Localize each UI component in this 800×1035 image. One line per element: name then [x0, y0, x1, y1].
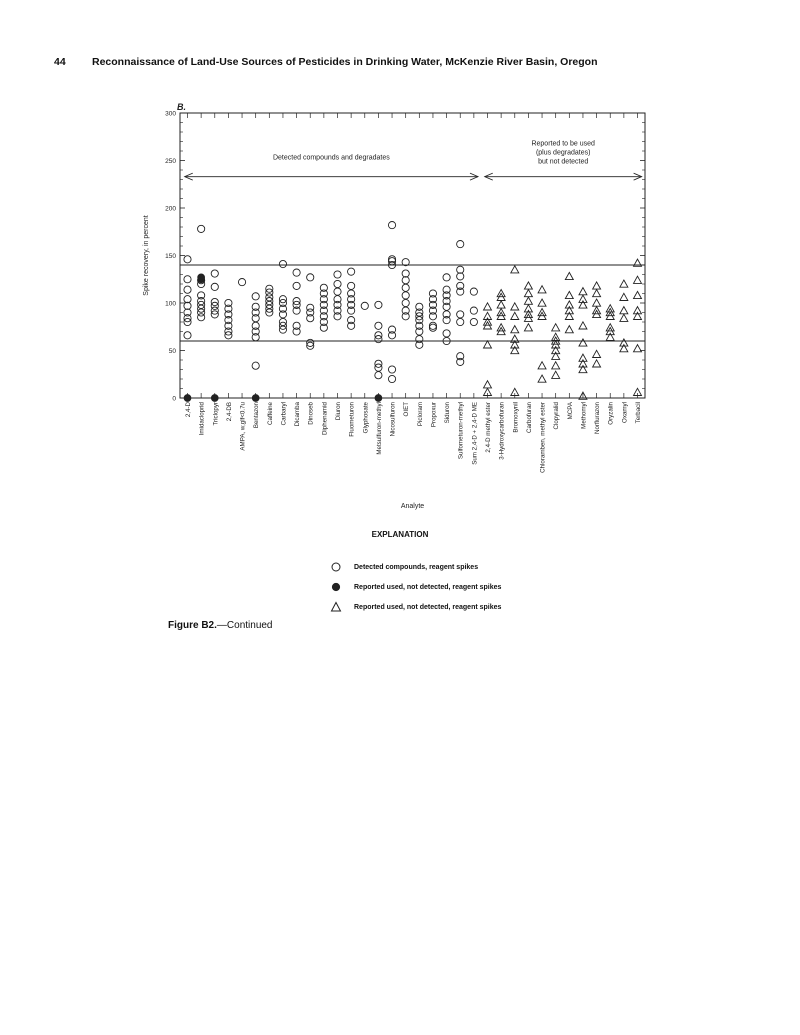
data-point-open-triangle [593, 299, 601, 306]
x-tick-label: Carbofuran [525, 402, 533, 433]
data-point-open-triangle [538, 375, 546, 382]
data-point-open-circle [198, 314, 205, 321]
data-point-open-triangle [634, 276, 642, 283]
data-point-open-circle [457, 266, 464, 273]
data-point-open-triangle [565, 272, 573, 279]
data-point-open-circle [402, 270, 409, 277]
x-tick-label: Sum 2,4-D + 2,4-D ME [471, 402, 479, 465]
data-point-open-triangle [620, 314, 628, 321]
x-tick-label: Glyphosate [362, 402, 370, 434]
x-tick-label: Oxamyl [621, 402, 629, 423]
data-point-open-circle [388, 366, 395, 373]
y-tick-label: 200 [165, 205, 176, 213]
data-point-open-circle [334, 288, 341, 295]
x-tick-label: Dicamba [294, 402, 302, 427]
x-tick-label: 3-Hydroxycarbofuran [498, 402, 506, 460]
data-point-open-circle [375, 322, 382, 329]
x-tick-label: Caffeine [266, 402, 274, 425]
data-point-open-triangle [593, 290, 601, 297]
data-point-open-circle [334, 280, 341, 287]
data-point-open-circle [457, 241, 464, 248]
data-point-open-circle [279, 260, 286, 267]
legend-item [330, 557, 501, 577]
legend [330, 557, 501, 617]
data-point-open-circle [184, 302, 191, 309]
data-point-open-circle [388, 375, 395, 382]
x-tick-label: OIET [403, 402, 411, 417]
data-point-open-triangle [579, 339, 587, 346]
data-point-open-circle [184, 286, 191, 293]
x-tick-label: MCPA [566, 402, 574, 420]
data-point-open-triangle [579, 288, 587, 295]
data-point-open-triangle [484, 341, 492, 348]
data-point-open-circle [402, 277, 409, 284]
data-point-filled-circle [252, 395, 259, 402]
figure-caption-text: —Continued [216, 620, 273, 631]
data-point-open-triangle [497, 301, 505, 308]
x-tick-label: Siduron [444, 402, 452, 424]
data-point-open-circle [402, 299, 409, 306]
page-number: 44 [54, 56, 66, 68]
data-point-open-triangle [565, 326, 573, 333]
data-point-open-circle [470, 307, 477, 314]
annotation-detected: Detected compounds and degradates [272, 154, 390, 162]
data-point-open-circle [375, 372, 382, 379]
x-tick-label: Norflurazon [594, 402, 602, 434]
filled-circle-icon [330, 581, 342, 593]
data-point-open-circle [375, 301, 382, 308]
legend-label: Reported used, not detected, reagent spikes [354, 583, 502, 591]
data-point-open-circle [348, 282, 355, 289]
chart-layer [143, 102, 645, 510]
data-point-open-circle [402, 284, 409, 291]
data-point-open-triangle [511, 326, 519, 333]
figure-caption [168, 620, 273, 631]
data-point-open-circle [334, 271, 341, 278]
data-point-open-triangle [538, 362, 546, 369]
data-point-open-circle [211, 270, 218, 277]
data-point-open-circle [388, 222, 395, 229]
data-point-open-circle [184, 296, 191, 303]
data-point-open-triangle [511, 303, 519, 310]
data-point-filled-circle [184, 395, 191, 402]
x-tick-label: Dinoseb [307, 402, 315, 425]
data-point-filled-circle [198, 276, 205, 283]
x-tick-label: Imidacloprid [198, 402, 206, 436]
data-point-filled-circle [375, 395, 382, 402]
data-point-open-triangle [565, 291, 573, 298]
x-tick-label: Methomyl [580, 402, 588, 429]
x-tick-label: Bentazon [253, 402, 261, 429]
annotation-reported-line: (plus degradates) [535, 149, 591, 157]
data-point-open-triangle [538, 286, 546, 293]
data-point-open-circle [252, 293, 259, 300]
x-tick-label: Sulfometuron-methyl [457, 402, 465, 460]
data-point-open-circle [184, 332, 191, 339]
data-point-open-circle [184, 276, 191, 283]
panel-label: B. [177, 102, 186, 112]
x-tick-label: Oryzalin [607, 402, 615, 425]
x-tick-label: Diuron [335, 402, 342, 421]
y-axis-label: Spike recovery, in percent [143, 215, 150, 296]
data-point-open-circle [348, 268, 355, 275]
x-tick-label: Chloramben, methyl ester [539, 402, 547, 473]
data-point-open-circle [443, 274, 450, 281]
x-tick-label: Bromoxynil [512, 402, 520, 433]
data-point-open-circle [184, 256, 191, 263]
data-point-open-circle [238, 279, 245, 286]
data-point-open-triangle [593, 350, 601, 357]
annotation-reported-line: but not detected [538, 158, 589, 166]
legend-label: Detected compounds, reagent spikes [354, 563, 479, 571]
data-point-open-triangle [484, 303, 492, 310]
data-point-open-triangle [620, 293, 628, 300]
legend-item [330, 597, 501, 617]
data-point-open-triangle [524, 297, 532, 304]
y-tick-label: 50 [168, 348, 176, 355]
x-tick-label: 2,4-D [185, 402, 192, 418]
data-point-open-circle [252, 362, 259, 369]
x-tick-label: Propoxur [430, 402, 438, 428]
data-point-open-circle [293, 282, 300, 289]
data-point-open-circle [457, 273, 464, 280]
data-point-filled-circle [211, 395, 218, 402]
open-triangle-icon [330, 601, 342, 613]
data-point-open-triangle [620, 280, 628, 287]
x-tick-label: 2,4-D methyl ester [485, 402, 492, 453]
data-point-open-circle [293, 269, 300, 276]
data-point-open-triangle [552, 371, 560, 378]
legend-item [330, 577, 501, 597]
x-tick-label: Triclopyr [212, 402, 220, 426]
data-point-open-triangle [593, 282, 601, 289]
data-point-open-triangle [552, 362, 560, 369]
data-point-open-circle [402, 292, 409, 299]
running-title: Reconnaissance of Land-Use Sources of Pesticides in Drinking Water, McKenzie River Basin, Oregon [92, 56, 598, 68]
data-point-open-circle [457, 318, 464, 325]
data-point-open-circle [307, 274, 314, 281]
legend-label: Reported used, not detected, reagent spikes [354, 603, 502, 611]
explanation-title: EXPLANATION [371, 530, 429, 539]
data-point-open-triangle [484, 381, 492, 388]
x-tick-label: Metsulfuron-methyl [375, 402, 383, 455]
data-point-open-circle [470, 288, 477, 295]
data-point-open-triangle [524, 324, 532, 331]
x-tick-label: Nicosulfuron [389, 402, 397, 437]
y-tick-label: 100 [165, 300, 176, 308]
data-point-open-triangle [511, 266, 519, 273]
x-tick-label: Terbacil [635, 402, 642, 424]
data-point-open-circle [457, 311, 464, 318]
data-point-open-triangle [524, 282, 532, 289]
x-tick-label: Picloram [416, 402, 424, 427]
x-tick-label: Carbaryl [280, 402, 288, 426]
x-tick-label: AMPA, w,glf<0.7u [239, 402, 247, 451]
data-point-open-triangle [620, 307, 628, 314]
data-point-open-circle [361, 302, 368, 309]
data-point-open-triangle [593, 360, 601, 367]
x-tick-label: Fluometuron [348, 402, 356, 437]
annotation-reported-line: Reported to be used [531, 140, 595, 148]
open-circle-icon [330, 561, 342, 573]
data-point-open-circle [211, 283, 218, 290]
data-point-open-circle [443, 330, 450, 337]
x-axis-label: Analyte [400, 503, 425, 510]
y-tick-label: 0 [172, 395, 176, 403]
y-tick-label: 300 [165, 110, 176, 118]
data-point-open-triangle [511, 312, 519, 319]
y-tick-label: 250 [165, 158, 176, 165]
y-tick-label: 150 [165, 253, 176, 260]
x-tick-label: Clopyralid [553, 402, 561, 430]
figure-label: Figure B2. [168, 620, 217, 631]
data-point-open-triangle [538, 299, 546, 306]
data-point-open-triangle [552, 324, 560, 331]
data-point-open-triangle [524, 290, 532, 297]
x-tick-label: Diphenamid [321, 402, 329, 436]
data-point-open-circle [470, 318, 477, 325]
x-tick-label: 2,4-DB [225, 402, 233, 422]
data-point-open-triangle [634, 291, 642, 298]
data-point-open-circle [198, 225, 205, 232]
data-point-open-triangle [579, 322, 587, 329]
